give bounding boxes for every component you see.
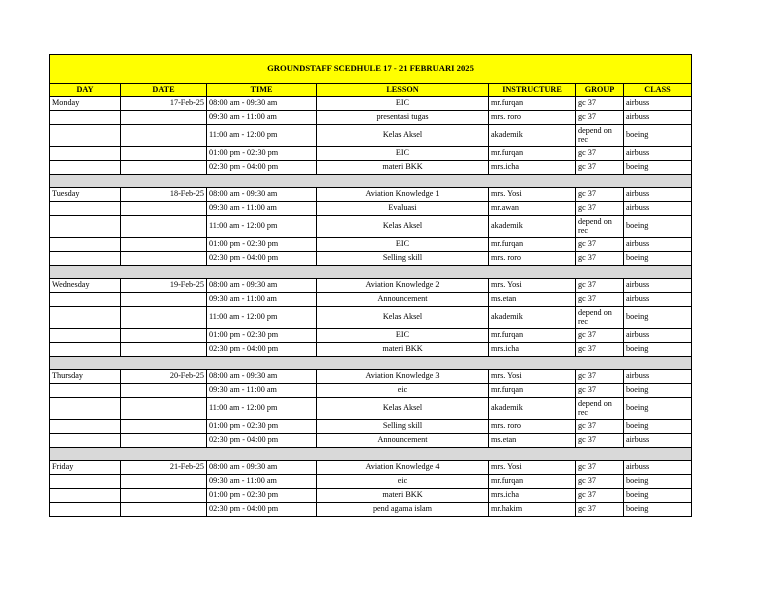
date-cell (121, 293, 207, 307)
day-cell (50, 384, 121, 398)
table-row (50, 202, 692, 216)
group-cell: gc 37 (576, 252, 624, 266)
class-cell: boeing (624, 420, 692, 434)
time-cell: 08:00 am - 09:30 am (207, 370, 317, 384)
time-cell: 02:30 pm - 04:00 pm (207, 434, 317, 448)
separator-cell (50, 448, 692, 461)
date-cell (121, 216, 207, 238)
class-cell: boeing (624, 252, 692, 266)
header-time: TIME (207, 84, 317, 97)
group-cell: gc 37 (576, 279, 624, 293)
group-cell: gc 37 (576, 97, 624, 111)
group-cell: depend on rec (576, 398, 624, 420)
time-cell: 09:30 am - 11:00 am (207, 384, 317, 398)
date-cell (121, 111, 207, 125)
date-cell (121, 420, 207, 434)
table-row (50, 489, 692, 503)
schedule-table (49, 54, 692, 517)
class-cell: boeing (624, 503, 692, 517)
class-cell: airbuss (624, 111, 692, 125)
day-cell (50, 329, 121, 343)
lesson-cell: Selling skill (317, 252, 489, 266)
lesson-cell: Kelas Aksel (317, 216, 489, 238)
instructor-cell: mr.awan (489, 202, 576, 216)
date-cell (121, 252, 207, 266)
table-row (50, 238, 692, 252)
time-cell: 08:00 am - 09:30 am (207, 97, 317, 111)
instructor-cell: mr.furqan (489, 475, 576, 489)
time-cell: 08:00 am - 09:30 am (207, 461, 317, 475)
header-lesson: LESSON (317, 84, 489, 97)
table-row (50, 279, 692, 293)
time-cell: 11:00 am - 12:00 pm (207, 307, 317, 329)
date-cell (121, 307, 207, 329)
date-cell: 21-Feb-25 (121, 461, 207, 475)
table-row (50, 125, 692, 147)
table-row (50, 503, 692, 517)
group-cell: depend on rec (576, 216, 624, 238)
table-row (50, 329, 692, 343)
instructor-cell: mrs.icha (489, 489, 576, 503)
instructor-cell: mrs. roro (489, 252, 576, 266)
instructor-cell: ms.etan (489, 293, 576, 307)
time-cell: 02:30 pm - 04:00 pm (207, 161, 317, 175)
group-cell: gc 37 (576, 461, 624, 475)
table-row (50, 461, 692, 475)
class-cell: boeing (624, 307, 692, 329)
class-cell: airbuss (624, 238, 692, 252)
separator-cell (50, 357, 692, 370)
date-cell: 20-Feb-25 (121, 370, 207, 384)
time-cell: 11:00 am - 12:00 pm (207, 216, 317, 238)
time-cell: 01:00 pm - 02:30 pm (207, 238, 317, 252)
instructor-cell: mrs. roro (489, 111, 576, 125)
lesson-cell: materi BKK (317, 489, 489, 503)
table-row (50, 188, 692, 202)
table-row (50, 97, 692, 111)
time-cell: 08:00 am - 09:30 am (207, 188, 317, 202)
class-cell: airbuss (624, 147, 692, 161)
header-instructor: INSTRUCTURE (489, 84, 576, 97)
day-cell (50, 147, 121, 161)
class-cell: boeing (624, 216, 692, 238)
instructor-cell: mrs. Yosi (489, 188, 576, 202)
date-cell (121, 125, 207, 147)
day-cell (50, 125, 121, 147)
instructor-cell: mr.furqan (489, 147, 576, 161)
lesson-cell: Selling skill (317, 420, 489, 434)
class-cell: airbuss (624, 370, 692, 384)
group-cell: gc 37 (576, 188, 624, 202)
table-row (50, 111, 692, 125)
time-cell: 02:30 pm - 04:00 pm (207, 343, 317, 357)
group-cell: depend on rec (576, 125, 624, 147)
group-cell: gc 37 (576, 202, 624, 216)
table-row (50, 161, 692, 175)
date-cell (121, 434, 207, 448)
time-cell: 01:00 pm - 02:30 pm (207, 420, 317, 434)
time-cell: 09:30 am - 11:00 am (207, 293, 317, 307)
date-cell (121, 475, 207, 489)
lesson-cell: EIC (317, 238, 489, 252)
day-cell (50, 420, 121, 434)
lesson-cell: Announcement (317, 434, 489, 448)
table-row (50, 420, 692, 434)
class-cell: boeing (624, 343, 692, 357)
lesson-cell: presentasi tugas (317, 111, 489, 125)
instructor-cell: akademik (489, 398, 576, 420)
day-cell (50, 307, 121, 329)
group-cell: gc 37 (576, 147, 624, 161)
day-separator-row (50, 448, 692, 461)
day-cell (50, 216, 121, 238)
table-row (50, 384, 692, 398)
class-cell: airbuss (624, 202, 692, 216)
day-cell: Thursday (50, 370, 121, 384)
group-cell: gc 37 (576, 384, 624, 398)
group-cell: gc 37 (576, 420, 624, 434)
date-cell (121, 398, 207, 420)
date-cell (121, 329, 207, 343)
separator-cell (50, 266, 692, 279)
group-cell: gc 37 (576, 475, 624, 489)
day-separator-row (50, 175, 692, 188)
class-cell: airbuss (624, 279, 692, 293)
class-cell: airbuss (624, 97, 692, 111)
schedule-title: GROUNDSTAFF SCEDHULE 17 - 21 FEBRUARI 2025 (50, 55, 692, 84)
day-separator-row (50, 266, 692, 279)
lesson-cell: materi BKK (317, 161, 489, 175)
class-cell: airbuss (624, 188, 692, 202)
separator-cell (50, 175, 692, 188)
class-cell: boeing (624, 161, 692, 175)
lesson-cell: Kelas Aksel (317, 125, 489, 147)
lesson-cell: Aviation Knowledge 2 (317, 279, 489, 293)
instructor-cell: akademik (489, 216, 576, 238)
class-cell: boeing (624, 475, 692, 489)
date-cell (121, 161, 207, 175)
header-row (50, 84, 692, 97)
lesson-cell: Evaluasi (317, 202, 489, 216)
date-cell (121, 202, 207, 216)
lesson-cell: Kelas Aksel (317, 307, 489, 329)
lesson-cell: eic (317, 384, 489, 398)
instructor-cell: mrs. Yosi (489, 279, 576, 293)
table-row (50, 398, 692, 420)
day-cell: Monday (50, 97, 121, 111)
class-cell: boeing (624, 125, 692, 147)
instructor-cell: akademik (489, 125, 576, 147)
instructor-cell: mrs. Yosi (489, 370, 576, 384)
day-cell (50, 202, 121, 216)
instructor-cell: mr.furqan (489, 97, 576, 111)
time-cell: 02:30 pm - 04:00 pm (207, 503, 317, 517)
day-cell: Tuesday (50, 188, 121, 202)
group-cell: gc 37 (576, 238, 624, 252)
class-cell: airbuss (624, 293, 692, 307)
instructor-cell: mr.furqan (489, 329, 576, 343)
class-cell: airbuss (624, 434, 692, 448)
time-cell: 11:00 am - 12:00 pm (207, 125, 317, 147)
table-row (50, 307, 692, 329)
group-cell: gc 37 (576, 161, 624, 175)
lesson-cell: EIC (317, 329, 489, 343)
class-cell: airbuss (624, 461, 692, 475)
group-cell: gc 37 (576, 503, 624, 517)
lesson-cell: EIC (317, 147, 489, 161)
group-cell: gc 37 (576, 370, 624, 384)
schedule-sheet (49, 54, 691, 517)
day-cell (50, 252, 121, 266)
schedule-body (50, 97, 692, 517)
instructor-cell: mrs. Yosi (489, 461, 576, 475)
time-cell: 01:00 pm - 02:30 pm (207, 489, 317, 503)
group-cell: gc 37 (576, 434, 624, 448)
date-cell: 18-Feb-25 (121, 188, 207, 202)
lesson-cell: materi BKK (317, 343, 489, 357)
date-cell (121, 238, 207, 252)
date-cell (121, 343, 207, 357)
lesson-cell: pend agama islam (317, 503, 489, 517)
day-cell: Wednesday (50, 279, 121, 293)
instructor-cell: akademik (489, 307, 576, 329)
date-cell: 19-Feb-25 (121, 279, 207, 293)
day-cell: Friday (50, 461, 121, 475)
group-cell: depend on rec (576, 307, 624, 329)
table-row (50, 370, 692, 384)
date-cell: 17-Feb-25 (121, 97, 207, 111)
lesson-cell: Announcement (317, 293, 489, 307)
table-row (50, 252, 692, 266)
lesson-cell: eic (317, 475, 489, 489)
group-cell: gc 37 (576, 489, 624, 503)
lesson-cell: Aviation Knowledge 4 (317, 461, 489, 475)
day-cell (50, 503, 121, 517)
instructor-cell: ms.etan (489, 434, 576, 448)
header-date: DATE (121, 84, 207, 97)
header-group: GROUP (576, 84, 624, 97)
date-cell (121, 503, 207, 517)
date-cell (121, 384, 207, 398)
class-cell: airbuss (624, 329, 692, 343)
table-row (50, 147, 692, 161)
day-cell (50, 161, 121, 175)
time-cell: 09:30 am - 11:00 am (207, 202, 317, 216)
lesson-cell: Aviation Knowledge 3 (317, 370, 489, 384)
time-cell: 09:30 am - 11:00 am (207, 475, 317, 489)
time-cell: 11:00 am - 12:00 pm (207, 398, 317, 420)
time-cell: 09:30 am - 11:00 am (207, 111, 317, 125)
date-cell (121, 147, 207, 161)
lesson-cell: EIC (317, 97, 489, 111)
group-cell: gc 37 (576, 329, 624, 343)
group-cell: gc 37 (576, 111, 624, 125)
table-row (50, 216, 692, 238)
instructor-cell: mrs.icha (489, 343, 576, 357)
date-cell (121, 489, 207, 503)
table-row (50, 434, 692, 448)
time-cell: 08:00 am - 09:30 am (207, 279, 317, 293)
instructor-cell: mrs.icha (489, 161, 576, 175)
lesson-cell: Kelas Aksel (317, 398, 489, 420)
time-cell: 01:00 pm - 02:30 pm (207, 147, 317, 161)
table-row (50, 475, 692, 489)
time-cell: 01:00 pm - 02:30 pm (207, 329, 317, 343)
table-row (50, 293, 692, 307)
table-row (50, 343, 692, 357)
time-cell: 02:30 pm - 04:00 pm (207, 252, 317, 266)
header-class: CLASS (624, 84, 692, 97)
day-cell (50, 293, 121, 307)
day-cell (50, 398, 121, 420)
day-cell (50, 111, 121, 125)
class-cell: boeing (624, 398, 692, 420)
instructor-cell: mr.furqan (489, 384, 576, 398)
instructor-cell: mr.furqan (489, 238, 576, 252)
day-cell (50, 489, 121, 503)
day-cell (50, 475, 121, 489)
day-cell (50, 434, 121, 448)
instructor-cell: mrs. roro (489, 420, 576, 434)
group-cell: gc 37 (576, 343, 624, 357)
day-cell (50, 238, 121, 252)
header-day: DAY (50, 84, 121, 97)
class-cell: boeing (624, 489, 692, 503)
day-cell (50, 343, 121, 357)
lesson-cell: Aviation Knowledge 1 (317, 188, 489, 202)
instructor-cell: mr.hakim (489, 503, 576, 517)
day-separator-row (50, 357, 692, 370)
group-cell: gc 37 (576, 293, 624, 307)
class-cell: boeing (624, 384, 692, 398)
